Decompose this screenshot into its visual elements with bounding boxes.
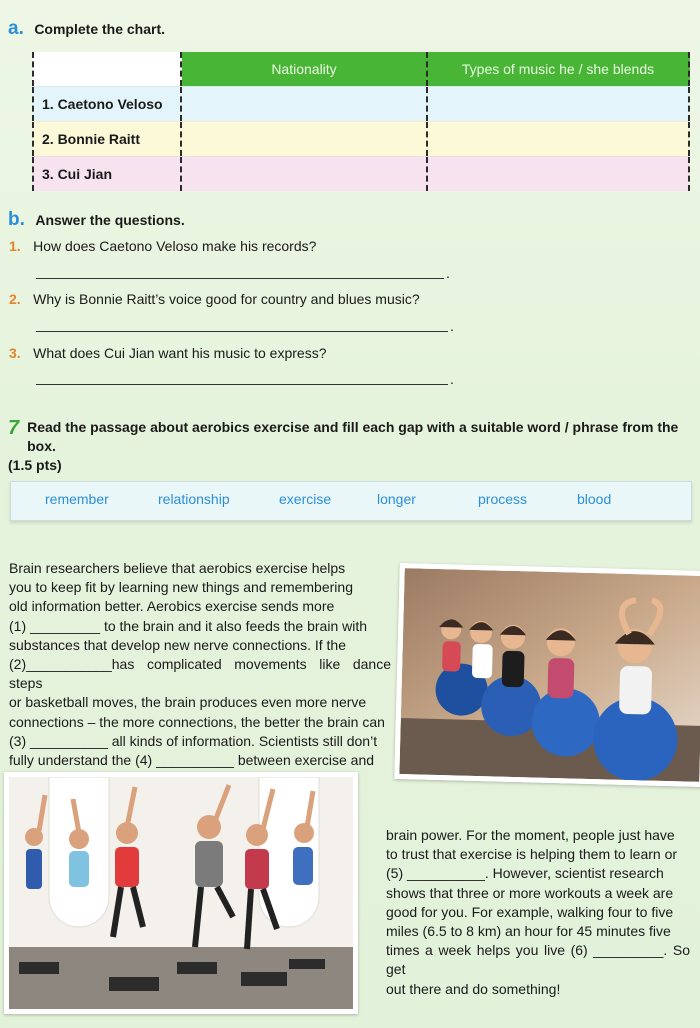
answer-period: .	[450, 371, 454, 387]
section-b-letter: b.	[8, 209, 25, 230]
passage-line: (3) __________ all kinds of information. Scientists still don’t	[9, 732, 378, 749]
exercise-instruction-text: Read the passage about aerobics exercise and fill each gap with a suitable word / phrase from the box.	[27, 419, 679, 454]
nationality-cell[interactable]	[182, 157, 428, 191]
passage-line: miles (6.5 to 8 km) an hour for 45 minutes five	[386, 923, 671, 940]
question-text: What does Cui Jian want his music to express?	[33, 345, 327, 361]
nationality-cell[interactable]	[182, 122, 428, 156]
aerobics-ball-class-photo	[394, 563, 700, 787]
word-option[interactable]: relationship	[158, 491, 230, 507]
question-text: How does Caetono Veloso make his records?	[33, 238, 317, 254]
question-2	[9, 291, 420, 309]
passage-line: you to keep fit by learning new things and remembering	[9, 579, 353, 596]
passage-line: times a week helps you live (6) _________. So get	[386, 942, 690, 978]
passage-part-1	[9, 559, 391, 770]
word-option[interactable]: process	[478, 491, 528, 507]
chart-row-label: 1. Caetono Veloso	[32, 87, 182, 121]
chart-header-nationality: Nationality	[182, 52, 428, 86]
aerobics-step-class-photo	[4, 772, 358, 1014]
passage-line: shows that three or more workouts a week are	[386, 884, 674, 901]
chart-header-blank	[32, 52, 182, 86]
question-1	[9, 238, 316, 256]
answer-line-1[interactable]	[36, 278, 444, 279]
chart-row-label: 3. Cui Jian	[32, 157, 182, 191]
section-b-title: Answer the questions.	[35, 212, 185, 228]
section-a-heading	[8, 18, 165, 40]
question-number: 1.	[9, 238, 21, 254]
exercise-7-instruction	[8, 418, 694, 475]
answer-period: .	[446, 265, 450, 281]
question-number: 2.	[9, 291, 21, 307]
answer-line-3[interactable]	[36, 384, 448, 385]
chart-row	[32, 156, 690, 191]
question-text: Why is Bonnie Raitt’s voice good for country and blues music?	[33, 291, 420, 307]
word-option[interactable]: exercise	[279, 491, 332, 507]
passage-line: to trust that exercise is helping them to learn or	[386, 846, 678, 863]
passage-line: substances that develop new nerve connections. If the	[9, 636, 346, 653]
chart-header-music-types: Types of music he / she blends	[428, 52, 690, 86]
chart-header-row	[32, 52, 690, 86]
music-types-cell[interactable]	[428, 157, 690, 191]
exercise-number: 7	[8, 417, 20, 439]
chart-row	[32, 121, 690, 156]
section-b-heading	[8, 209, 185, 231]
passage-line: Brain researchers believe that aerobics exercise helps	[9, 560, 346, 576]
passage-line: (1) _________ to the brain and it also feeds the brain with	[9, 617, 368, 634]
word-option[interactable]: blood	[577, 491, 612, 507]
chart-row-label: 2. Bonnie Raitt	[32, 122, 182, 156]
music-chart	[32, 52, 690, 191]
step-class-illustration	[9, 777, 353, 1009]
section-a-letter: a.	[8, 18, 24, 39]
passage-part-2	[386, 826, 690, 999]
passage-line: (5) __________. However, scientist research	[386, 865, 664, 882]
word-box	[10, 481, 692, 521]
section-a-title: Complete the chart.	[34, 21, 166, 37]
passage-line: old information better. Aerobics exercise sends more	[9, 598, 335, 615]
chart-row	[32, 86, 690, 121]
passage-line: or basketball moves, the brain produces even more nerve	[9, 694, 367, 711]
ball-class-illustration	[399, 568, 700, 782]
music-types-cell[interactable]	[428, 87, 690, 121]
question-number: 3.	[9, 345, 21, 361]
word-option[interactable]: remember	[45, 491, 109, 507]
passage-line: good for you. For example, walking four to five	[386, 903, 674, 920]
music-types-cell[interactable]	[428, 122, 690, 156]
question-3	[9, 345, 327, 363]
answer-period: .	[450, 318, 454, 334]
passage-line: out there and do something!	[386, 980, 561, 997]
answer-line-2[interactable]	[36, 331, 448, 332]
word-option[interactable]: longer	[377, 491, 416, 507]
passage-line: connections – the more connections, the better the brain can	[9, 713, 385, 730]
passage-line: brain power. For the moment, people just have	[386, 827, 675, 843]
nationality-cell[interactable]	[182, 87, 428, 121]
passage-line: fully understand the (4) __________ between exercise and	[9, 752, 375, 769]
exercise-points: (1.5 pts)	[8, 457, 62, 473]
passage-line: (2)___________has complicated movements like dance steps	[9, 656, 391, 692]
